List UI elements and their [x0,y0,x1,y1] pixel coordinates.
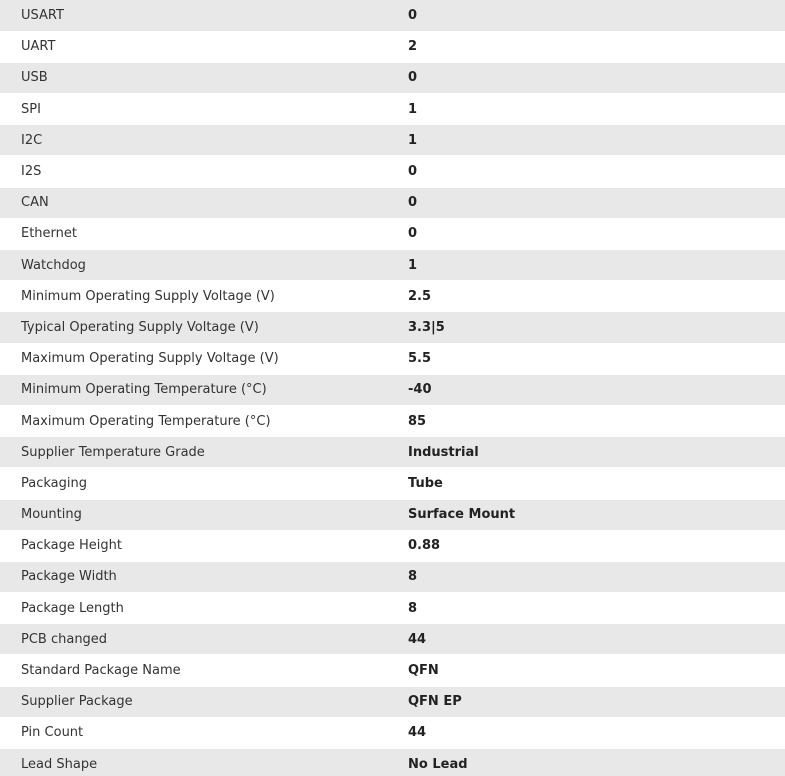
spec-row [0,593,785,624]
spec-value: 0 [408,62,785,93]
spec-row [0,250,785,281]
spec-value: No Lead [408,749,785,776]
spec-row [0,437,785,468]
spec-label: Typical Operating Supply Voltage (V) [0,312,408,343]
spec-row [0,62,785,93]
spec-row [0,655,785,686]
spec-value: 2.5 [408,281,785,312]
spec-row [0,530,785,561]
spec-value: Tube [408,468,785,499]
spec-value: 44 [408,717,785,748]
spec-value: Industrial [408,437,785,468]
spec-label: Minimum Operating Supply Voltage (V) [0,281,408,312]
spec-label: Mounting [0,499,408,530]
spec-label: USART [0,0,408,31]
spec-label: Lead Shape [0,749,408,776]
spec-value: 1 [408,94,785,125]
spec-label: Package Length [0,593,408,624]
spec-value: 1 [408,250,785,281]
spec-label: Maximum Operating Supply Voltage (V) [0,343,408,374]
spec-label: SPI [0,94,408,125]
spec-label: Package Height [0,530,408,561]
spec-label: Supplier Temperature Grade [0,437,408,468]
spec-row [0,31,785,62]
spec-label: Packaging [0,468,408,499]
spec-value: QFN EP [408,686,785,717]
spec-value: 2 [408,31,785,62]
spec-row [0,374,785,405]
spec-row [0,561,785,592]
spec-row [0,749,785,776]
spec-value: 44 [408,624,785,655]
spec-value: 1 [408,125,785,156]
spec-row [0,312,785,343]
spec-value: 0.88 [408,530,785,561]
spec-row [0,94,785,125]
spec-label: Minimum Operating Temperature (°C) [0,374,408,405]
spec-label: Watchdog [0,250,408,281]
spec-label: PCB changed [0,624,408,655]
spec-value: -40 [408,374,785,405]
spec-row [0,0,785,31]
spec-label: USB [0,62,408,93]
spec-row [0,281,785,312]
spec-value: Surface Mount [408,499,785,530]
spec-label: Standard Package Name [0,655,408,686]
spec-value: 0 [408,156,785,187]
spec-row [0,717,785,748]
spec-label: Maximum Operating Temperature (°C) [0,405,408,436]
spec-row [0,343,785,374]
spec-row [0,686,785,717]
spec-value: 0 [408,0,785,31]
spec-label: Supplier Package [0,686,408,717]
spec-label: Pin Count [0,717,408,748]
spec-row [0,405,785,436]
spec-label: UART [0,31,408,62]
spec-row [0,187,785,218]
spec-value: 3.3|5 [408,312,785,343]
spec-label: I2C [0,125,408,156]
spec-value: 0 [408,218,785,249]
spec-label: Ethernet [0,218,408,249]
spec-value: 8 [408,593,785,624]
spec-row [0,125,785,156]
spec-value: 0 [408,187,785,218]
spec-row [0,156,785,187]
spec-label: Package Width [0,561,408,592]
spec-value: 5.5 [408,343,785,374]
spec-row [0,499,785,530]
spec-value: QFN [408,655,785,686]
spec-value: 85 [408,405,785,436]
spec-row [0,218,785,249]
spec-row [0,624,785,655]
spec-label: CAN [0,187,408,218]
spec-value: 8 [408,561,785,592]
spec-label: I2S [0,156,408,187]
spec-row [0,468,785,499]
